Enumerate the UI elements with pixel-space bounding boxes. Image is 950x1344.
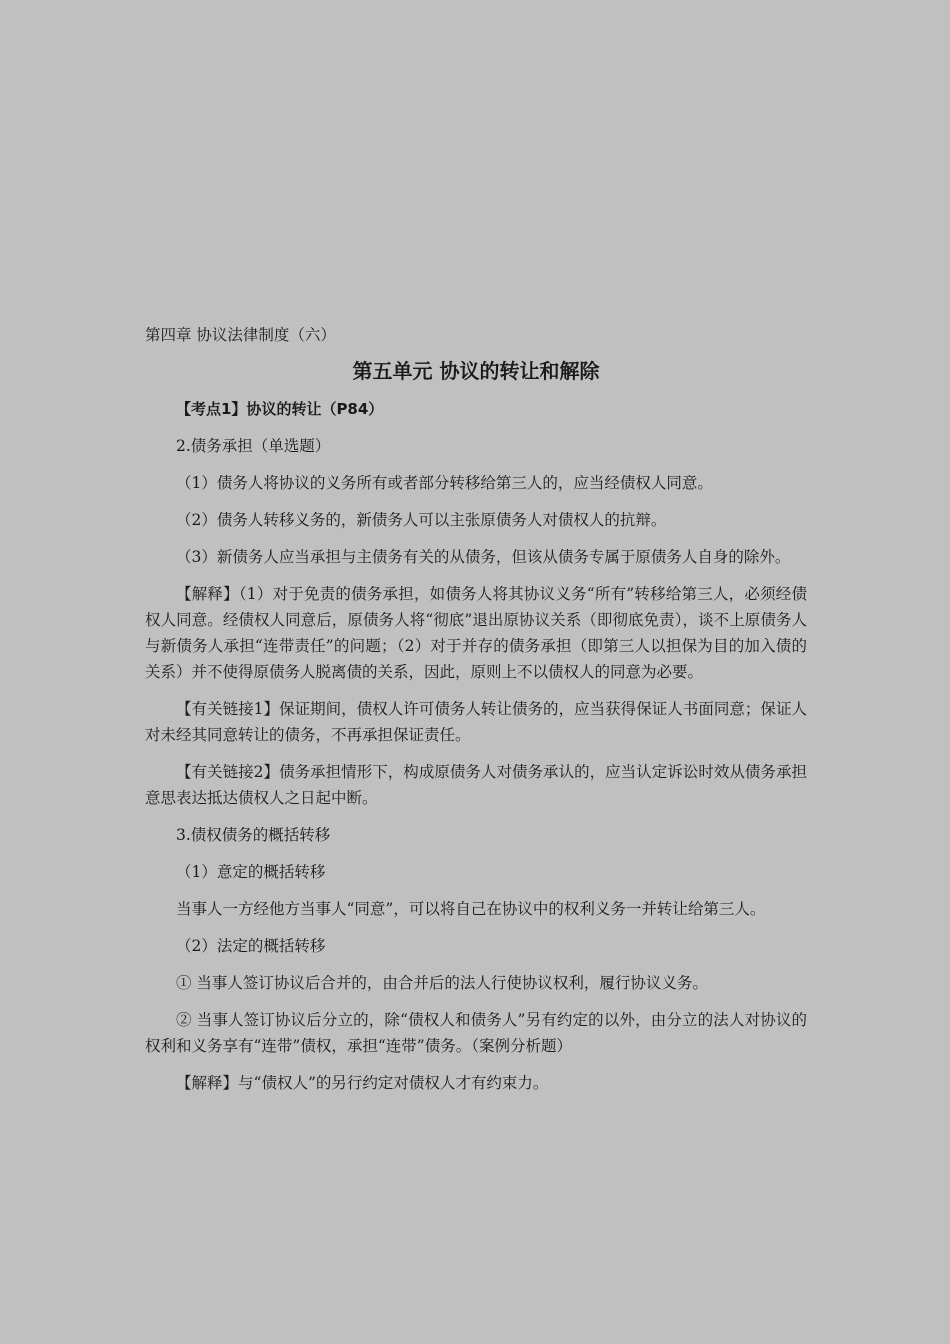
- paragraph-text: （2）法定的概括转移: [176, 937, 326, 955]
- paragraph-item-3: [145, 544, 807, 570]
- paragraph-link-2: [145, 759, 807, 811]
- paragraph-text: 当事人一方经他方当事人“同意”，可以将自己在协议中的权利义务一并转让给第三人。: [176, 900, 766, 918]
- paragraph-merger: [145, 970, 807, 996]
- paragraph-text: 债务承担情形下，构成原债务人对债务承认的，应当认定诉讼时效从债务承担意思表达抵达债权人之日起中断。: [145, 763, 807, 807]
- kaodian-heading: 【考点1】协议的转让（P84）: [176, 400, 384, 418]
- paragraph-item-2: [145, 507, 807, 533]
- paragraph-text: 3.债权债务的概括转移: [176, 826, 331, 844]
- paragraph-explanation-2: [145, 1070, 807, 1096]
- paragraph-explanation-1: [145, 581, 807, 685]
- paragraph-tag: 【解释】: [176, 585, 239, 603]
- paragraph-text: （1）对于免责的债务承担，如债务人将其协议义务“所有”转移给第三人，必须经债权人同意。经债权人同意后，原债务人将“彻底”退出原协议关系（即彻底免责），谈不上原债务人与新债务人承担“连带责任”的问题；（2）对于并存的债务承担（即第三人以担保为目的加入债的关系）并不使得原债务人脱离债的关系，因此，原则上不以债权人的同意为必要。: [145, 585, 807, 681]
- paragraph-tag: 【解释】: [176, 1074, 239, 1092]
- paragraph-item-1: [145, 470, 807, 496]
- paragraph-text: （1）债务人将协议的义务所有或者部分转移给第三人的，应当经债权人同意。: [176, 474, 713, 492]
- unit-title: 第五单元 协议的转让和解除: [352, 359, 600, 383]
- paragraph-general-transfer: [145, 822, 807, 848]
- paragraph-debt-assumption: [145, 433, 807, 459]
- paragraph-text: （2）债务人转移义务的，新债务人可以主张原债务人对债权人的抗辩。: [176, 511, 667, 529]
- paragraph-legal-transfer: [145, 933, 807, 959]
- paragraph-text: 2.债务承担（单选题）: [176, 437, 331, 455]
- paragraph-division: [145, 1007, 807, 1059]
- document-body: [145, 322, 807, 1107]
- chapter-header: 第四章 协议法律制度（六）: [145, 326, 336, 344]
- paragraph-text: ① 当事人签订协议后合并的，由合并后的法人行使协议权利，履行协议义务。: [176, 974, 708, 992]
- paragraph-text: ② 当事人签订协议后分立的，除“债权人和债务人”另有约定的以外，由分立的法人对协议的权利和义务享有“连带”债权，承担“连带”债务。（案例分析题）: [145, 1011, 807, 1055]
- paragraph-text: 与“债权人”的另行约定对债权人才有约束力。: [238, 1074, 549, 1092]
- paragraph-text: （1）意定的概括转移: [176, 863, 326, 881]
- paragraph-link-1: [145, 696, 807, 748]
- paragraph-text: 保证期间，债权人许可债务人转让债务的，应当获得保证人书面同意；保证人对未经其同意转让的债务，不再承担保证责任。: [145, 700, 807, 744]
- paragraph-text: （3）新债务人应当承担与主债务有关的从债务，但该从债务专属于原债务人自身的除外。: [176, 548, 791, 566]
- paragraph-agreed-transfer-body: [145, 896, 807, 922]
- paragraph-tag: 【有关链接2】: [176, 763, 280, 781]
- paragraph-tag: 【有关链接1】: [176, 700, 280, 718]
- paragraph-agreed-transfer: [145, 859, 807, 885]
